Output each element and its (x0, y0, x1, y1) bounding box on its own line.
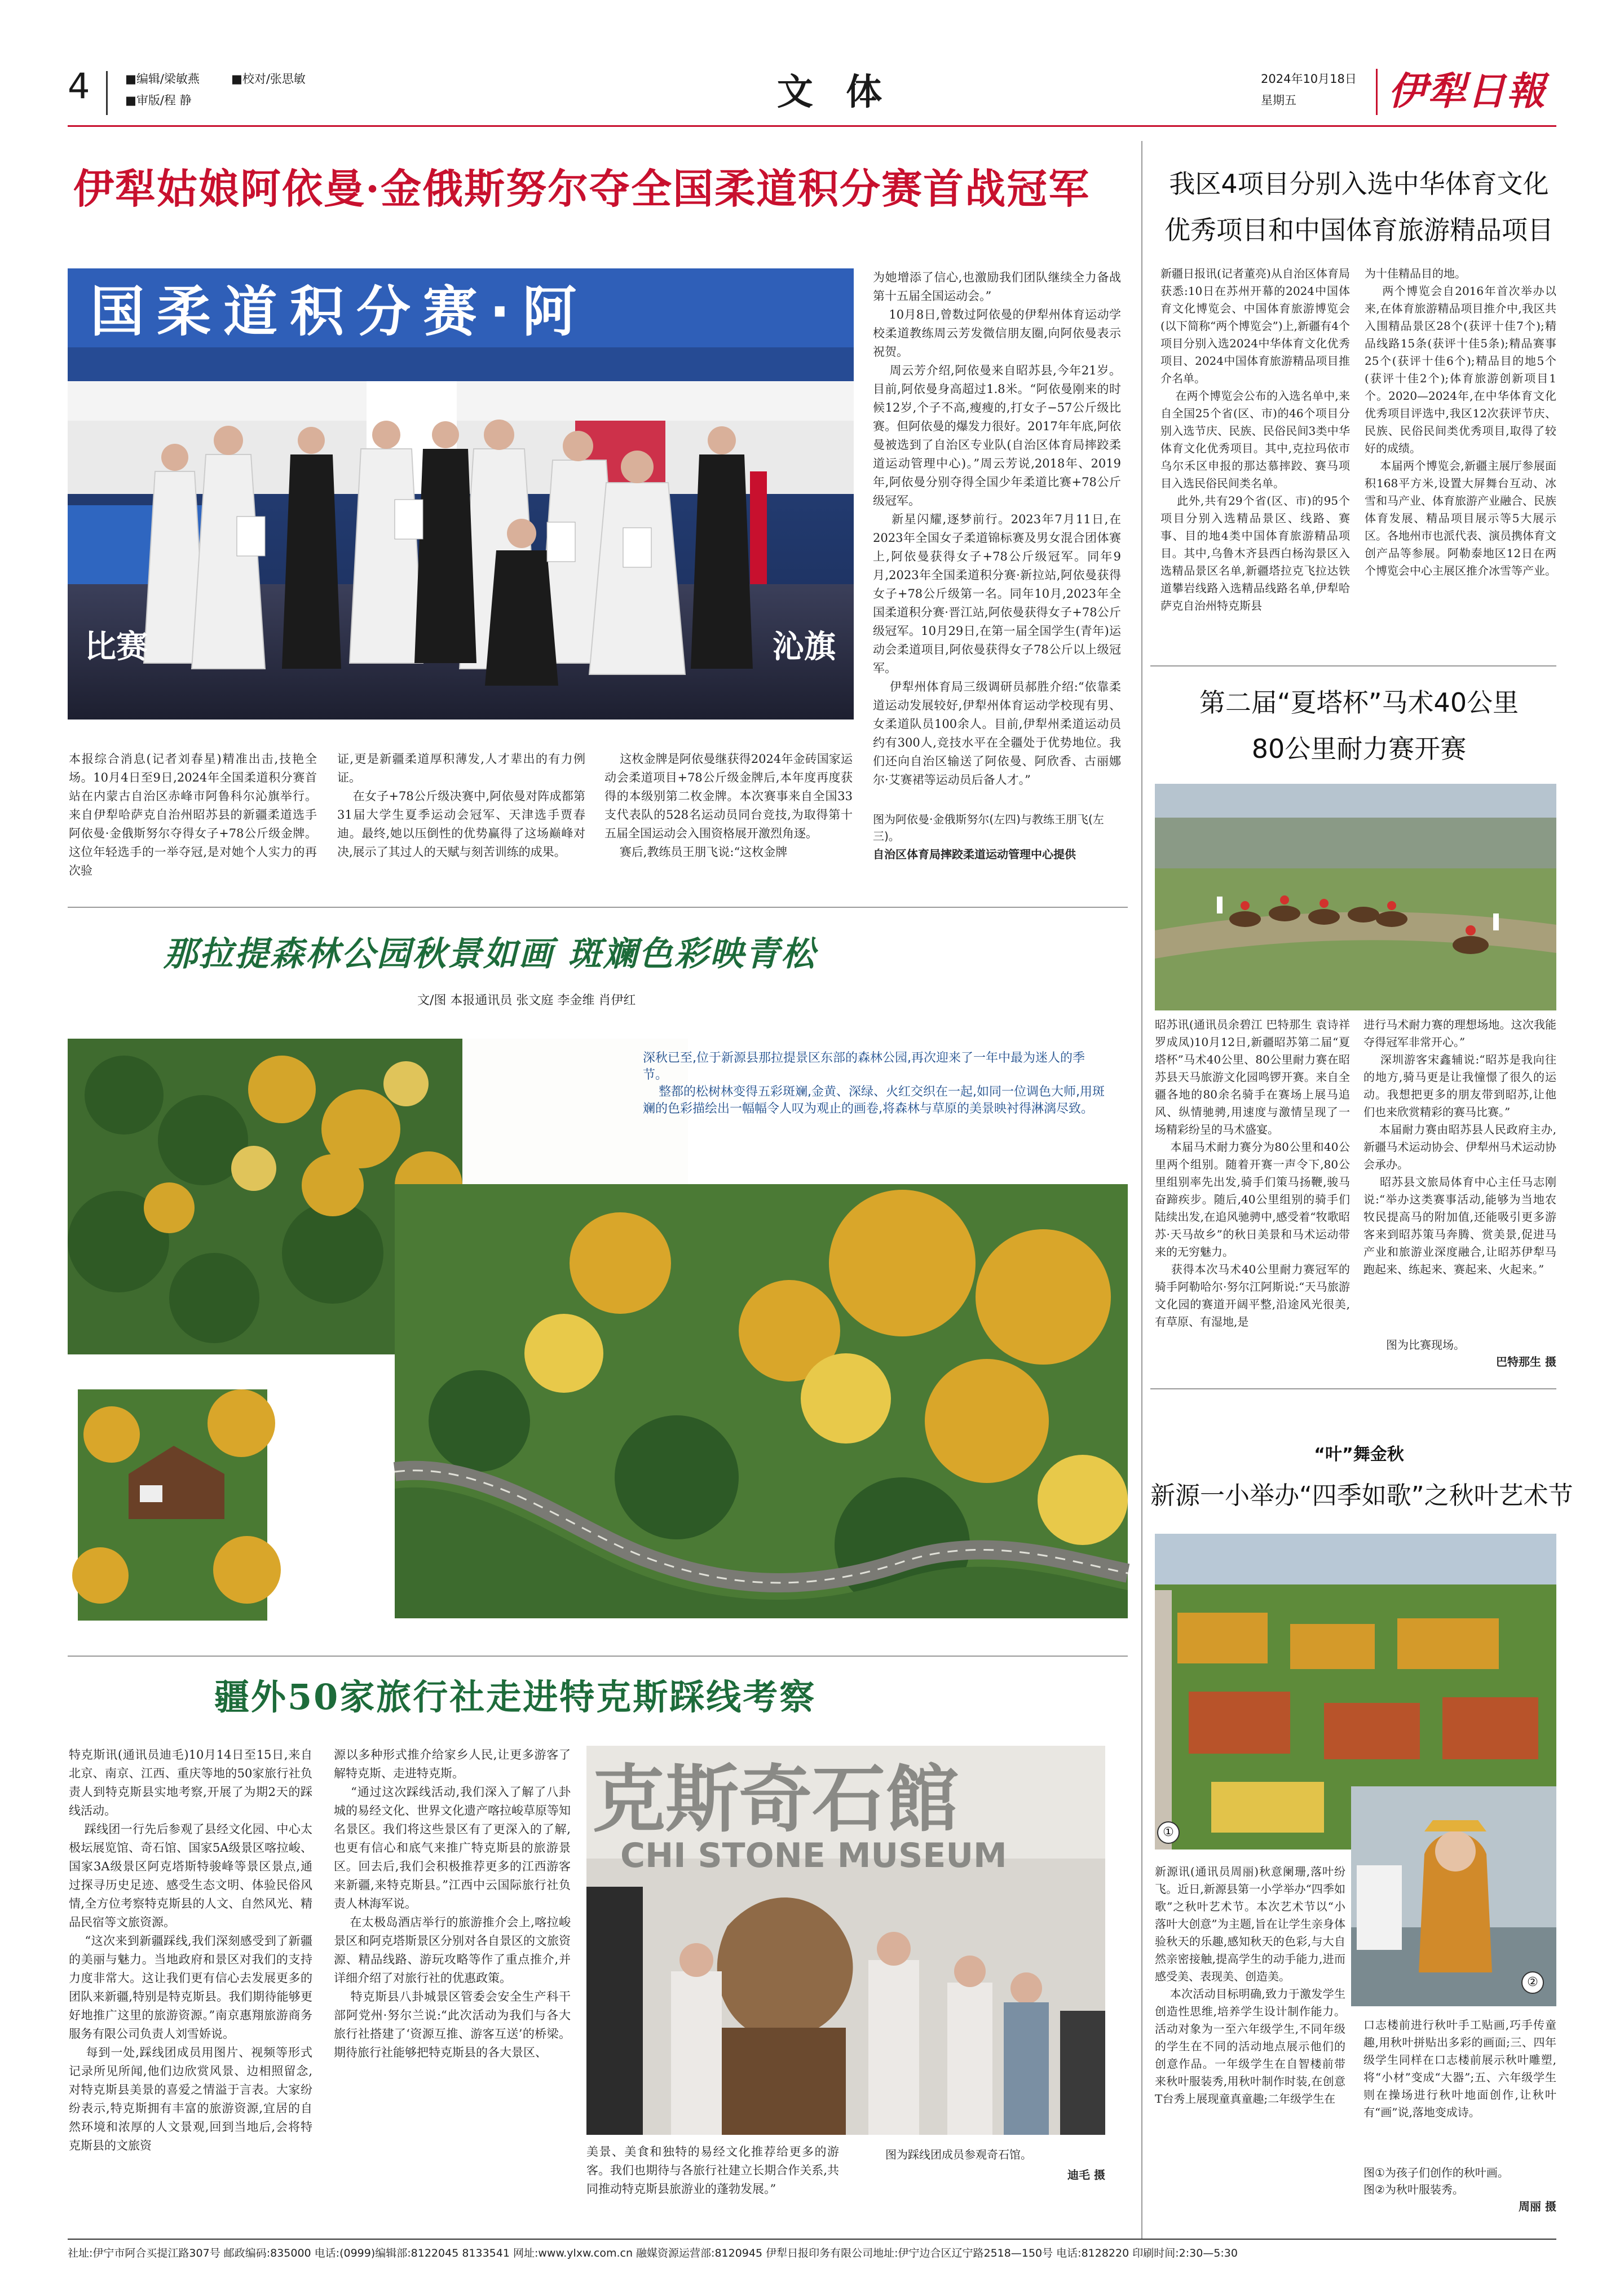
horse-photo (1155, 784, 1556, 1010)
page-number: 4 (68, 65, 90, 107)
leaf-photo-credit: 周丽 摄 (1519, 2200, 1556, 2213)
leaf-captions (1363, 2164, 1556, 2215)
tekes-caption (857, 2146, 1105, 2183)
judo-banner-lower: 比赛 (85, 629, 148, 665)
culture-headline: 我区4项目分别入选中华体育文化 优秀项目和中国体育旅游精品项目 (1164, 169, 1554, 245)
horse-caption (1363, 1336, 1556, 1370)
newspaper-logo: 伊犁日報 (1388, 69, 1547, 114)
tekes-photo (586, 1746, 1105, 2135)
leaf-photo-2-badge: ② (1521, 1971, 1544, 1994)
nalati-bottom-rule (68, 1656, 1128, 1657)
nalati-byline: 文/图 本报通讯员 张文庭 李金维 肖伊红 (417, 994, 636, 1008)
horse-col-1: 昭苏讯(通讯员余碧江 巴特那生 袁诗祥 罗成凤)10月12日,新疆昭苏第二届“夏塔杯”马术40公里、80公里耐力赛在昭苏县天马旅游文化园鸣锣开赛。来自全疆各地的80余名骑手在赛场上展马追风、纵情驰骋,用速度与激情呈现了一场精彩纷呈的马术盛宴。 本届马术耐力赛分为80公里和40公里两个组别。随着开赛一声令下,80公里组别率先出发,骑手们策马扬鞭,骏马奋蹄疾步。随后,40公里组别的骑手们陆续出发,在追风驰骋中,感受着“牧歌昭苏·天马故乡”的秋日美景和马术运动带来的无穷魅力。 获得本次马术40公里耐力赛冠军的骑手阿勒哈尔·努尔江阿斯说:“天马旅游文化园的赛道开阔平整,沿途风光很美,有草原、有湿地,是 (1155, 1018, 1350, 1328)
editor-credits (125, 71, 200, 108)
right-column-divider (1141, 141, 1142, 2239)
footer-rule (68, 2239, 1556, 2240)
horse-caption-text: 图为比赛现场。 (1386, 1338, 1465, 1352)
leaf-caption-2: 图②为秋叶服装秀。 (1363, 2183, 1464, 2196)
judo-bottom-rule (68, 907, 1128, 908)
nalati-photo-main-image (395, 1184, 1128, 1618)
judo-col-4: 为她增添了信心,也激励我们团队继续全力备战第十五届全国运动会。” 10月8日,曾数过阿依曼的伊犁州体育运动学校柔道教练周云芳发微信朋友圈,向阿依曼表示祝贺。 周云芳介绍,阿依曼来自昭苏县,今年21岁。目前,阿依曼身高超过1.8米。“阿依曼刚来的时候12岁,个子不高,瘦瘦的,打女子−57公斤级比赛。但阿依曼的爆发力很好。2017年年底,阿依曼被选到了自治区专业队(自治区体育局摔跤柔道运动管理中心)。”周云芳说,2018年、2019年,阿依曼分别夺得全国少年柔道比赛+78公斤级冠军。 新星闪耀,逐梦前行。2023年7月11日,在2023年全国女子柔道锦标赛及男女混合团体赛上,阿依曼获得女子+78公斤级冠军。同年9月,2023年全国柔道积分赛·新拉站,阿依曼获得女子+78公斤级第一名。同年10月,2023年全国柔道积分赛·晋江站,阿依曼获得女子+78公斤级冠军。10月29日,在第一届全国学生(青年)运动会柔道项目,阿依曼获得女子78公斤以上级冠军。 伊犁州体育局三级调研员郝胜介绍:“依靠柔道运动发展较好,伊犁州体育运动学校现有男、女柔道队员100余人。目前,伊犁州柔道运动员约有300人,竞技水平在全疆处于优势地位。我们还向自治区输送了阿依曼、阿欣香、古丽娜尔·艾赛裙等运动员后备人才。” (873, 271, 1122, 787)
nalati-photo-house-image (78, 1389, 267, 1621)
tekes-photo-credit: 迪毛 摄 (1067, 2168, 1105, 2182)
proof-credits (231, 71, 306, 87)
horse-headline: 第二届“夏塔杯”马术40公里 80公里耐力赛开赛 (1199, 687, 1519, 764)
horse-photo-image (1155, 784, 1556, 1010)
reviewer-line: ■审版/程 静 (125, 94, 192, 107)
nalati-overlay-text: 深秋已至,位于新源县那拉提景区东部的森林公园,再次迎来了一年中最为迷人的季节。 整都的松树林变得五彩斑斓,金黄、深绿、火红交织在一起,如同一位调色大师,用斑斓的色彩描绘出一幅幅令人叹为观止的画卷,将森林与草原的美景映衬得淋漓尽致。 (643, 1051, 1105, 1116)
judo-caption-text: 图为阿依曼·金俄斯努尔(左四)与教练王朋飞(左三)。 (873, 813, 1104, 843)
header-rule (68, 125, 1556, 127)
proof-line: ■校对/张思敏 (231, 72, 306, 86)
judo-headline: 伊犁姑娘阿依曼·金俄斯努尔夺全国柔道积分赛首战冠军 (73, 165, 1091, 213)
judo-photo-credit: 自治区体育局摔跤柔道运动管理中心提供 (873, 848, 1076, 861)
tekes-col-2: 源以多种形式推介给家乡人民,让更多游客了解特克斯、走进特克斯。 “通过这次踩线活动,我们深入了解了八卦城的易经文化、世界文化遗产喀拉峻草原等知名景区。我们将这些景区有了更深入的了解,也更有信心和底气来推广特克斯县的旅游景区。回去后,我们会积极推荐更多的江西游客来新疆,来特克斯县。”江西中云国际旅行社负责人林海军说。 在太极岛酒店举行的旅游推介会上,喀拉峻景区和阿克塔斯景区分别对各自景区的文旅资源、精品线路、游玩攻略等作了重点推介,并详细介绍了对旅行社的优惠政策。 特克斯县八卦城景区管委会安全生产科干部阿党州·努尔兰说:“此次活动为我们与各大旅行社搭建了‘资源互推、游客互送’的桥梁。期待旅行社能够把特克斯县的各大景区、 (334, 1748, 571, 2059)
leaf-photo-1-badge: ① (1157, 1821, 1180, 1844)
judo-banner-lower-right: 沁旗 (773, 629, 836, 665)
nalati-headline: 那拉提森林公园秋景如画 斑斓色彩映青松 (164, 934, 817, 974)
horse-col-2: 进行马术耐力赛的理想场地。这次我能夺得冠军非常开心。” 深圳游客宋鑫辅说:“昭苏是我向往的地方,骑马更是让我憧憬了很久的运动。我想把更多的朋友带到昭苏,让他们也来欣赏精彩的赛马比赛。” 本届耐力赛由昭苏县人民政府主办,新疆马术运动协会、伊犁州马术运动协会承办。 昭苏县文旅局体育中心主任马志刚说:“举办这类赛事活动,能够为当地农牧民提高马的附加值,还能吸引更多游客来到昭苏策马奔腾、赏美景,促进马产业和旅游业深度融合,让昭苏伊犁马跑起来、练起来、赛起来、火起来。” (1363, 1018, 1557, 1276)
tekes-museum-sign-en: CHI STONE MUSEUM (620, 1836, 1007, 1875)
weekday-text: 星期五 (1261, 94, 1296, 107)
tekes-photo-image (586, 1746, 1105, 2135)
judo-caption (873, 811, 1121, 863)
culture-col-1: 新疆日报讯(记者董亮)从自治区体育局获悉:10日在苏州开幕的2024中国体育文化博览会、中国体育旅游博览会(以下简称“两个博览会”)上,新疆有4个项目分别入选2024中华体育文化优秀项目、2024中国体育旅游精品项目推介名单。 在两个博览会公布的入选名单中,来自全国25个省(区、市)的46个项目分别入选节庆、民族、民俗民间3类中华体育文化优秀项目。其中,克拉玛依市乌尔禾区申报的那达慕摔跤、赛马项目入选民俗民间类名单。 此外,共有29个省(区、市)的95个项目分别入选精品景区、线路、赛事、目的地4类中国体育旅游精品项目。其中,乌鲁木齐县西白杨沟景区入选精品景区名单,新疆塔拉克飞拉达铁道攀岩线路入选精品线路名单,伊犁哈萨克自治州特克斯县 (1160, 267, 1351, 612)
judo-banner-text: 国柔道积分赛·阿 (90, 280, 589, 343)
footer-info: 社址:伊宁市阿合买提江路307号 邮政编码:835000 电话:(0999)编辑部:8122045 8133541 网址:www.ylxw.com.cn 融媒资源运营部:8120945 伊犁日报印务有限公司地址:伊宁边合区辽宁路2518—150号 电话:8128220 印刷时间:2:30—5:30 (68, 2247, 1238, 2259)
judo-col-3: 这枚金牌是阿依曼继获得2024年金砖国家运动会柔道项目+78公斤级金牌后,本年度再度获得的本级别第二枚金牌。本次赛事来自全国33支代表队的528名运动员同台竞技,为取得第十五届全国运动会入围资格展开激烈角逐。 赛后,教练员王朋飞说:“这枚金牌 (604, 752, 853, 859)
tekes-col-1: 特克斯讯(通讯员迪毛)10月14日至15日,来自北京、南京、江西、重庆等地的50家旅行社负责人到特克斯县实地考察,开展了为期2天的踩线活动。 踩线团一行先后参观了县经文化园、中心太极坛展览馆、奇石馆、国家5A级景区喀拉峻、国家3A级景区阿克塔斯特骏峰等景区景点,通过探寻历史足迹、感受生态文明、体验民俗风情,全方位考察特克斯县的人文、自然风光、精品民宿等文旅资源。 “这次来到新疆踩线,我们深刻感受到了新疆的美丽与魅力。当地政府和景区对我们的支持力度非常大。这让我们更有信心去发展更多的团队来新疆,特别是特克斯县。我们期待能够更好地推广这里的旅游资源。”南京惠翔旅游商务服务有限公司负责人刘雪娇说。 每到一处,踩线团成员用图片、视频等形式记录所见所闻,他们边欣赏风景、边相照留念,对特克斯县美景的喜爱之情溢于言表。大家纷纷表示,特克斯拥有丰富的旅游资源,宜居的自然环境和浓厚的人文景观,回到当地后,会将特克斯县的文旅资 (69, 1748, 313, 2152)
nalati-photo-main (395, 1184, 1128, 1618)
horse-bottom-rule (1150, 1388, 1556, 1389)
leaf-headline: 新源一小举办“四季如歌”之秋叶艺术节 (1150, 1481, 1573, 1510)
leaf-col-1: 新源讯(通讯员周丽)秋意阑珊,落叶纷飞。近日,新源县第一小学举办“四季如歌”之秋叶艺术节。本次艺术节以“小落叶大创意”为主题,旨在让学生亲身体验秋天的乐趣,感知秋天的色彩,与大自然亲密接触,提高学生的动手能力,进而感受美、表现美、创造美。 本次活动目标明确,致力于激发学生创造性思维,培养学生设计制作能力。活动对象为一至六年级学生,不同年级的学生在不同的活动地点展示他们的创意作品。一年级学生在自智楼前带来秋叶服装秀,用秋叶制作时装,在创意T台秀上展现童真童趣;二年级学生在 (1155, 1865, 1346, 2106)
tekes-headline: 疆外50家旅行社走进特克斯踩线考察 (214, 1676, 817, 1718)
horse-photo-credit: 巴特那生 摄 (1496, 1355, 1556, 1369)
judo-photo-image (68, 268, 854, 720)
date-text: 2024年10月18日 (1261, 72, 1357, 86)
nalati-photo-house (78, 1389, 267, 1621)
leaf-caption-1: 图①为孩子们创作的秋叶画。 (1363, 2166, 1509, 2179)
judo-photo (68, 268, 854, 720)
judo-col-2: 证,更是新疆柔道厚积薄发,人才辈出的有力例证。 在女子+78公斤级决赛中,阿依曼对阵成都第31届大学生夏季运动会冠军、天津选手贾春迪。最终,她以压倒性的优势赢得了这场巅峰对决,展示了其过人的天赋与刻苦训练的成果。 (337, 752, 585, 859)
tekes-col-3: 美景、美食和独特的易经文化推荐给更多的游客。我们也期待与各旅行社建立长期合作关系,共同推动特克斯县旅游业的蓬勃发展。” (586, 2145, 839, 2196)
section-title: 文 体 (776, 72, 893, 113)
culture-col-2: 为十佳精品目的地。 两个博览会自2016年首次举办以来,在体育旅游精品项目推介中,我区共入围精品景区28个(获评十佳7个);精品线路15条(获评十佳5条);精品赛事25个(获评十佳6个);精品目的地5个(获评十佳2个);体育旅游创新项目1个。2020—2024年,在中华体育文化优秀项目评选中,我区12次获评节庆、民族、民俗民间类优秀项目,取得了较好的成绩。 本届两个博览会,新疆主展厅参展面积168平方米,设置大屏舞台互动、冰雪和马产业、体育旅游产业融合、民族体育发展、精品项目展示等5大展示区。各地州市也派代表、演员携体育文创产品等参展。阿勒泰地区12日在两个博览会中心主展区推介冰雪等产业。 (1365, 267, 1557, 577)
leaf-col-2: 口志楼前进行秋叶手工贴画,巧手传童趣,用秋叶拼贴出多彩的画面;三、四年级学生同样在口志楼前展示秋叶雕塑,将“小材”变成“大器”;五、六年级学生则在操场进行秋叶地面创作,让秋叶有“画”说,落地变成诗。 (1363, 2018, 1556, 2119)
judo-col-1: 本报综合消息(记者刘春星)精准出击,技艳全场。10月4日至9日,2024年全国柔道积分赛首站在内蒙古自治区赤峰市阿鲁科尔沁旗举行。来自伊犁哈萨克自治州昭苏县的新疆柔道选手阿依曼·金俄斯努尔夺得女子+78公斤级金牌。这位年轻选手的一举夺冠,是对她个人实力的再次验 (69, 752, 317, 877)
editor-line: ■编辑/梁敏燕 (125, 72, 200, 86)
culture-bottom-rule (1150, 665, 1556, 666)
tekes-caption-text: 图为踩线团成员参观奇石馆。 (885, 2148, 1032, 2161)
leaf-kicker: “叶”舞金秋 (1314, 1445, 1404, 1464)
issue-date (1261, 71, 1357, 108)
tekes-museum-sign: 克斯奇石館 (592, 1756, 959, 1842)
header-logo-divider (1376, 69, 1378, 115)
header-divider (106, 71, 108, 115)
